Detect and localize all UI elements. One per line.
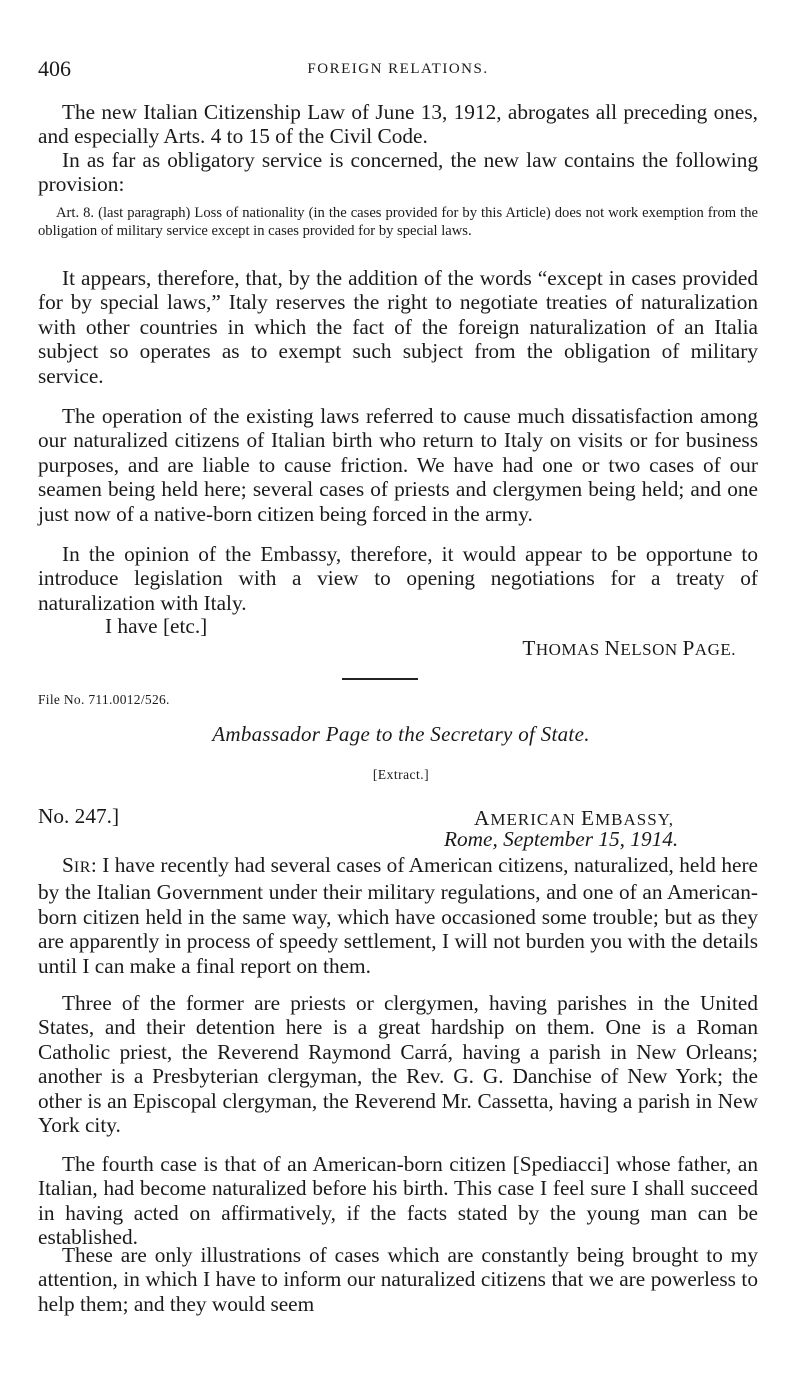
paragraph-illustrations: These are only illustrations of cases which are constantly being brought to my attention, in which I have to inform our naturalized citizens that we are powerless to help them; and they would seem	[38, 1243, 758, 1316]
paragraph-obligatory-service: In as far as obligatory service is concerned, the new law contains the following provision:	[38, 148, 758, 197]
letter-number: No. 247.]	[38, 804, 120, 828]
section-divider	[342, 678, 418, 680]
page-number: 406	[38, 56, 71, 81]
paragraph-priests-clergymen: Three of the former are priests or clergymen, having parishes in the United States, and their detention here is a great hardship on them. One is a Roman Catholic priest, the Reverend Raymond Carrá, having a parish in New Orleans; another is a Presbyterian clergyman, the Rev. G. G. Danchise of New York; the other is an Episcopal clergyman, the Reverend Mr. Cassetta, having a parish in New York city.	[38, 991, 758, 1138]
paragraph-embassy-opinion: In the opinion of the Embassy, therefore, it would appear to be opportune to introduce legislation with a view to opening negotiations for a treaty of naturalization with Italy.	[38, 542, 758, 615]
file-number: File No. 711.0012/526.	[38, 692, 170, 707]
embassy-heading: AMERICAN EMBASSY,	[474, 806, 675, 830]
paragraph-recent-cases: SIR: I have recently had several cases of American citizens, naturalized, held here by the Italian Government under their military regulations, and one of an American-born citizen held in the same way, which have occasioned some trouble; but as they are apparently in process of speedy settlement, I will not burden you with the details until I can make a final report on them.	[38, 853, 758, 978]
quoted-article-8: Art. 8. (last paragraph) Loss of nationality (in the cases provided for by this Article) does not work exemption from the obligation of military service except in cases provided for by special laws.	[38, 205, 758, 239]
extract-label: [Extract.]	[372, 767, 430, 782]
page-header	[38, 56, 758, 86]
paragraph-existing-laws: The operation of the existing laws referred to cause much dissatisfaction among our naturalized citizens of Italian birth who return to Italy on visits or for business purposes, and are liable to cause friction. We have had one or two cases of our seamen being held here; several cases of priests and clergymen being held; and one just now of a native-born citizen being forced in the army.	[38, 404, 758, 526]
document-title: Ambassador Page to the Secretary of State.	[212, 722, 590, 746]
running-head: FOREIGN RELATIONS.	[307, 61, 489, 77]
paragraph-special-laws: It appears, therefore, that, by the addition of the words “except in cases provided for by special laws,” Italy reserves the right to negotiate treaties of naturalization with other countries in which the fact of the foreign naturalization of an Italia subject so operates as to exempt such subject from the obligation of military service.	[38, 266, 758, 388]
closing-line: I have [etc.]	[105, 614, 208, 638]
paragraph-fourth-case: The fourth case is that of an American-born citizen [Spediacci] whose father, an Italian, had become naturalized before his birth. This case I feel sure I shall succeed in having acted on affirmatively, if the facts stated by the young man can be established.	[38, 1152, 758, 1250]
paragraph-citizenship-law: The new Italian Citizenship Law of June 13, 1912, abrogates all preceding ones, and especially Arts. 4 to 15 of the Civil Code.	[38, 100, 758, 149]
signature: THOMAS NELSON PAGE.	[522, 636, 736, 660]
place-and-date: Rome, September 15, 1914.	[444, 827, 679, 851]
